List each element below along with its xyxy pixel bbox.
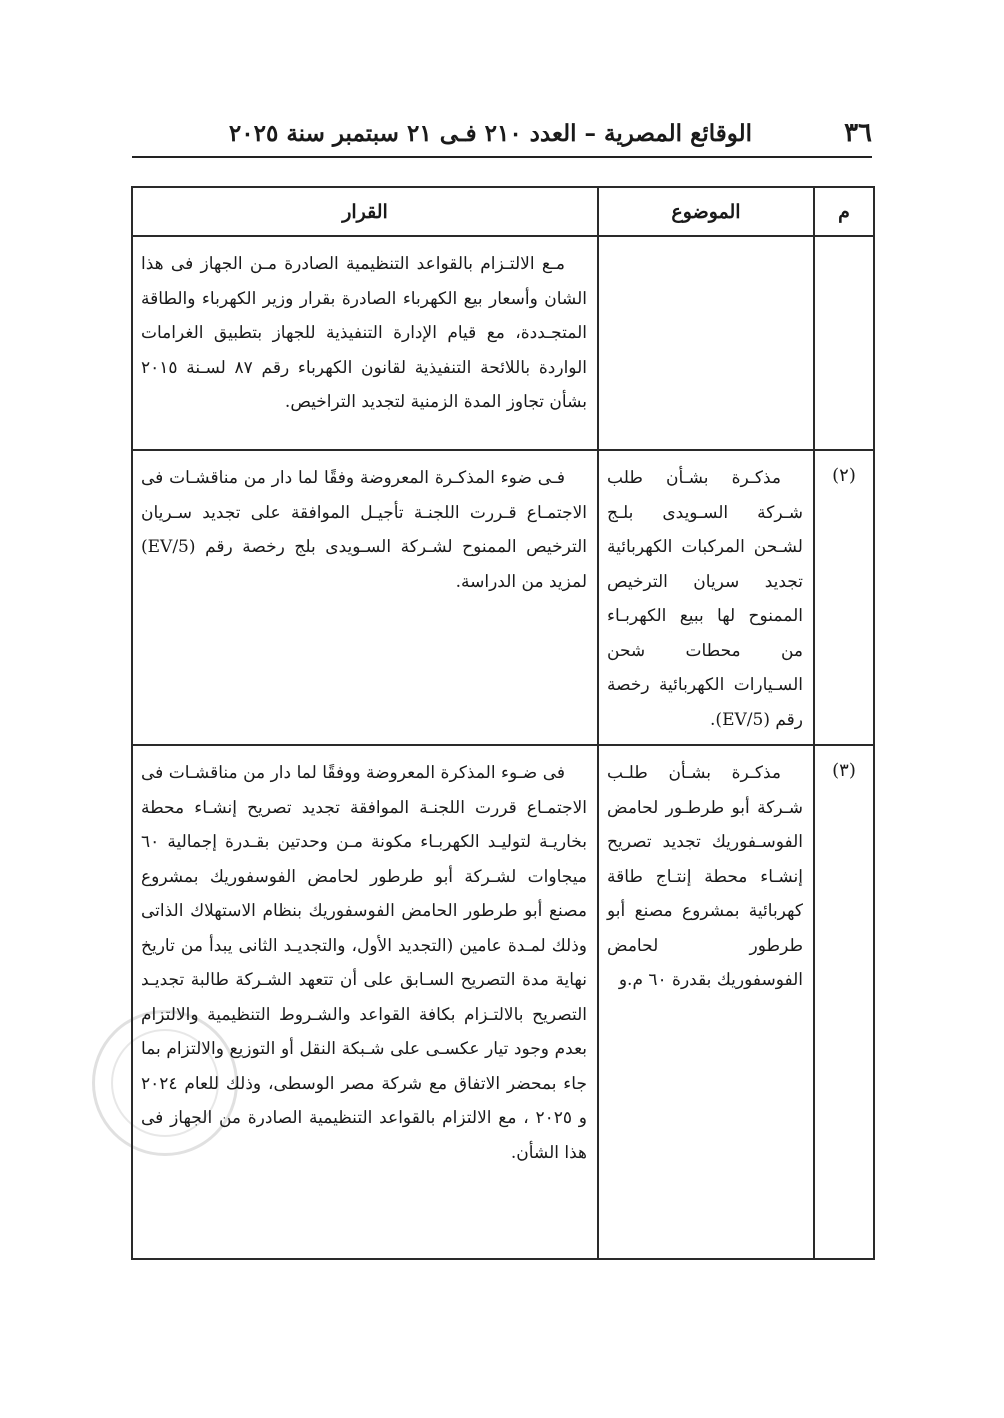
row-decision: مـع الالتـزام بالقواعد التنظيمية الصادرة مـن الجهاز فى هذا الشان وأسعار بيع الكهرباء الصادرة بقرار وزير الكهرباء والطاقة المتجـددة، مع قيام الإدارة التنفيذية للجهاز بتطبيق الغرامات الواردة باللائحة التنفيذية لقانون الكهرباء رقم ٨٧ لسـنة ٢٠١٥ بشأن تجاوز المدة الزمنية لتجديد التراخيص.: [141, 254, 587, 412]
header-divider: [132, 156, 872, 158]
column-header-decision: القرار: [132, 187, 598, 236]
row-subject: مذكـرة بشـأن طلب شـركة السـويدى بلـج لشـحن المركبات الكهربائية تجديد سريان الترخيص الممنوح لها ببيع الكهربـاء من محطات شحن السـيارات الكهربائية رخصة رقم (EV/5).: [607, 468, 803, 730]
column-header-subject: الموضوع: [598, 187, 814, 236]
row-decision: فـى ضوء المذكـرة المعروضة وفقًا لما دار من مناقشـات فى الاجتمـاع قـررت اللجنـة تأجيـل الموافقة على تجديد سـريان الترخيص الممنوح لشـركة السـويدى بلج رخصة رقم (EV/5) لمزيد من الدراسة.: [141, 468, 587, 592]
column-header-number: م: [814, 187, 874, 236]
row-decision-cell: [132, 236, 598, 450]
table-row: [132, 450, 874, 745]
row-decision: فى ضـوء المذكرة المعروضة ووفقًا لما دار من مناقشـات فى الاجتمـاع قررت اللجنـة الموافقة تجديد تصريح إنشـاء محطة بخاريـة لتوليـد الكهربـاء مكونة مـن وحدتين بقـدرة إجمالية ٦٠ ميجاوات لشـركة أبو طرطور لحامض الفوسفوريك بمشروع مصنع أبو طرطور الحامض الفوسفوريك بنظام الاستهلاك الذاتى وذلك لمـدة عامين (التجديد الأول، والتجديـد الثانى يبدأ من تاريخ نهاية مدة التصريح السـابق على أن تتعهد الشـركة طالبة تجديـد التصريح بالالتـزام بكافة القواعد والشـروط التنظيمية والالتزام بعدم وجود تيار عكسـى على شـبكة النقل أو التوزيع والالتزام بما جاء بمحضر الاتفاق مع شركة مصر الوسطى، وذلك للعام ٢٠٢٤ و ٢٠٢٥ ، مع الالتزام بالقواعد التنظيمية الصادرة من الجهاز فى هذا الشأن.: [141, 763, 587, 1163]
row-number: (٣): [814, 745, 874, 1259]
page-number: ٣٦: [844, 118, 872, 148]
table-row: [132, 236, 874, 450]
row-subject: مذكـرة بشـأن طلـب شـركة أبو طرطـور لحامض الفوسـفوريك تجديد تصريح إنشـاء محطة إنتـاج طاقة كهربائية بمشروع مصنع أبو طرطور لحامض الفوسفوريك بقدرة ٦٠ م.و: [607, 763, 803, 990]
gazette-title: الوقائع المصرية – العدد ٢١٠ فـى ٢١ سبتمبر سنة ٢٠٢٥: [228, 119, 752, 147]
row-decision-cell: [132, 450, 598, 745]
row-subject-cell: [598, 745, 814, 1259]
row-subject-cell: [598, 450, 814, 745]
table-header-row: [132, 187, 874, 236]
row-decision-cell: [132, 745, 598, 1259]
page-header: [132, 116, 872, 150]
table-row: [132, 745, 874, 1259]
row-subject: [598, 236, 814, 450]
row-number: (٢): [814, 450, 874, 745]
row-number: [814, 236, 874, 450]
decisions-table: [131, 186, 875, 1260]
